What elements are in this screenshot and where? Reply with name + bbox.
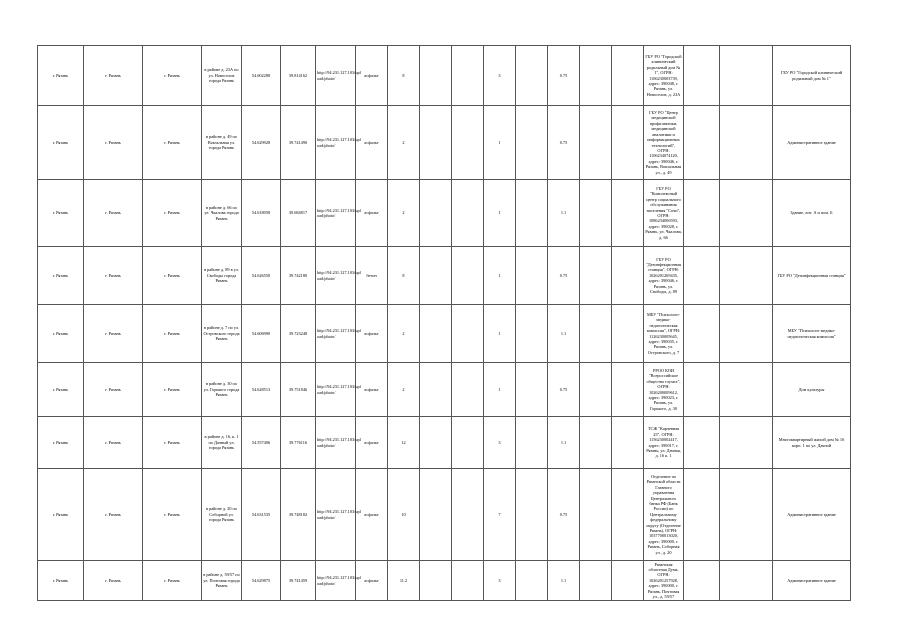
cell-empty [516, 469, 548, 561]
cell-empty [684, 106, 720, 180]
cell-region: г. Рязань [38, 180, 84, 247]
cell-waste-source: Здание, лит. А и пом. Б [773, 180, 851, 247]
cell-area: 8 [388, 247, 420, 305]
cell-district: г. Рязань [84, 46, 143, 106]
cell-region: г. Рязань [38, 417, 84, 469]
cell-surface: асфальт [356, 417, 388, 469]
cell-latitude: 54.606990 [242, 305, 281, 363]
cell-container-count: 7 [484, 469, 516, 561]
cell-city: г. Рязань [143, 106, 202, 180]
cell-empty [720, 305, 773, 363]
cell-empty [420, 106, 452, 180]
cell-waste-source: Дом культуры [773, 363, 851, 417]
cell-longitude: 39.751846 [281, 363, 316, 417]
table-row [38, 106, 851, 180]
cell-empty [420, 305, 452, 363]
cell-empty [452, 305, 484, 363]
table-row [38, 417, 851, 469]
cell-region: г. Рязань [38, 469, 84, 561]
cell-owner: ГБУ РО "Комплексный центр социального обслуживания населения "Сочи", ОГРН: 1086234006593, адрес: 390028, г. Рязань, ул. Чкалова, д. 66 [644, 180, 684, 247]
cell-empty [612, 180, 644, 247]
cell-empty [452, 180, 484, 247]
cell-empty [516, 561, 548, 601]
cell-address: в районе д. 30 по ул. Горького города Рязань [202, 363, 242, 417]
cell-empty [684, 247, 720, 305]
cell-empty [516, 180, 548, 247]
cell-area: 2 [388, 180, 420, 247]
cell-district: г. Рязань [84, 417, 143, 469]
cell-container-volume: 0.75 [548, 469, 580, 561]
cell-empty [580, 247, 612, 305]
cell-container-volume: 1.1 [548, 305, 580, 363]
cell-empty [420, 469, 452, 561]
cell-address: в районе д. 7 по ул. Островского города Рязань [202, 305, 242, 363]
table-row [38, 363, 851, 417]
cell-city: г. Рязань [143, 180, 202, 247]
cell-photo-url: http://94.231.127.103/upl oad/photo/ [316, 469, 356, 561]
cell-empty [452, 363, 484, 417]
cell-empty [420, 180, 452, 247]
cell-waste-source: Административное здание [773, 106, 851, 180]
cell-container-count: 1 [484, 363, 516, 417]
cell-waste-source: Административное здание [773, 561, 851, 601]
cell-empty [420, 247, 452, 305]
cell-longitude: 39.741490 [281, 106, 316, 180]
cell-empty [720, 363, 773, 417]
cell-latitude: 54.626550 [242, 247, 281, 305]
cell-owner: ГБУ РО "Городской клинический родильный дом № 1", ОГРН: 1106230003739, адрес: 390048, г. Рязань, ул. Новоселов, д. 23А [644, 46, 684, 106]
cell-owner: Рязанская областная Дума, ОГРН: 1026201257928, адрес: 390000, г. Рязань, Почтовая ул., д. 59/57 [644, 561, 684, 601]
data-table [37, 45, 851, 601]
cell-empty [720, 561, 773, 601]
cell-latitude: 54.602288 [242, 46, 281, 106]
cell-area: 8 [388, 46, 420, 106]
cell-empty [684, 469, 720, 561]
cell-empty [580, 305, 612, 363]
cell-region: г. Рязань [38, 363, 84, 417]
cell-district: г. Рязань [84, 363, 143, 417]
cell-container-count: 3 [484, 417, 516, 469]
cell-owner: РРОО КОИ "Всероссийское общество глухих", ОГРН: 1026200009612, адрес: 390023, г. Рязань, ул. Горького, д. 30 [644, 363, 684, 417]
table-row [38, 46, 851, 106]
cell-photo-url: http://94.231.127.103/upl oad/photo/ [316, 561, 356, 601]
cell-owner: Отделение по Рязанской области Главного управления Центрального банка РФ (Банк России) по Центральному федеральному округу (Отделение Рязань), ОГРН: 1037700013020, адрес: 390000, г. Рязань, Соборная ул., д. 20 [644, 469, 684, 561]
cell-empty [580, 180, 612, 247]
cell-container-volume: 1.1 [548, 417, 580, 469]
cell-empty [612, 106, 644, 180]
cell-waste-source: Административное здание [773, 469, 851, 561]
cell-empty [580, 469, 612, 561]
cell-photo-url: http://94.231.127.103/upl oad/photo/ [316, 363, 356, 417]
cell-empty [612, 561, 644, 601]
cell-surface: асфальт [356, 469, 388, 561]
cell-empty [612, 469, 644, 561]
cell-surface: асфальт [356, 363, 388, 417]
cell-waste-source: ГБУ РО "Городской клинический родильный дом № 1" [773, 46, 851, 106]
cell-region: г. Рязань [38, 247, 84, 305]
cell-latitude: 54.557406 [242, 417, 281, 469]
cell-region: г. Рязань [38, 106, 84, 180]
cell-container-count: 3 [484, 561, 516, 601]
cell-waste-source: Многоквартирный жилой дом № 16 корп. 1 по ул. Дачной [773, 417, 851, 469]
cell-surface: асфальт [356, 305, 388, 363]
cell-photo-url: http://94.231.127.103/upl oad/photo/ [316, 417, 356, 469]
cell-longitude: 39.776116 [281, 417, 316, 469]
cell-surface: асфальт [356, 561, 388, 601]
cell-address: в районе д. 89 в ул. Свободы города Рязань [202, 247, 242, 305]
cell-area: 2 [388, 305, 420, 363]
cell-photo-url: http://94.231.127.103/upl oad/photo/ [316, 180, 356, 247]
cell-container-volume: 0.75 [548, 106, 580, 180]
cell-longitude: 39.741459 [281, 561, 316, 601]
cell-latitude: 54.618058 [242, 180, 281, 247]
cell-empty [516, 106, 548, 180]
cell-container-count: 1 [484, 247, 516, 305]
cell-city: г. Рязань [143, 305, 202, 363]
cell-empty [580, 363, 612, 417]
cell-waste-source: МБУ "Психолого-медико-педагогическая комиссия" [773, 305, 851, 363]
cell-photo-url: http://94.231.127.103/upl oad/photo/ [316, 247, 356, 305]
cell-empty [612, 305, 644, 363]
cell-empty [720, 247, 773, 305]
cell-empty [452, 469, 484, 561]
cell-longitude: 39.684817 [281, 180, 316, 247]
cell-area: 2 [388, 363, 420, 417]
cell-empty [420, 46, 452, 106]
cell-address: в районе д. 16, к. 1 по Дачный ул. города Рязань [202, 417, 242, 469]
table-row [38, 247, 851, 305]
cell-empty [580, 106, 612, 180]
cell-address: в районе д. 20 по Соборной ул. города Рязань [202, 469, 242, 561]
cell-address: в районе д. 23А по ул. Новоселов города Рязань [202, 46, 242, 106]
cell-empty [516, 417, 548, 469]
cell-container-volume: 1.1 [548, 180, 580, 247]
cell-area: 2 [388, 106, 420, 180]
cell-empty [452, 561, 484, 601]
cell-empty [720, 106, 773, 180]
cell-empty [420, 363, 452, 417]
cell-area: 11.2 [388, 561, 420, 601]
cell-empty [684, 417, 720, 469]
cell-empty [420, 417, 452, 469]
cell-area: 12 [388, 417, 420, 469]
cell-photo-url: http://94.231.127.103/upl oad/photo/ [316, 305, 356, 363]
cell-owner: ГБУ РО "Центр медицинской профилактики, медицинской аналитики и информационных технологий", ОГРН: 1106234074120, адрес: 390046, г. Рязань, Вокзальная ул., д. 49 [644, 106, 684, 180]
cell-empty [684, 180, 720, 247]
cell-empty [516, 46, 548, 106]
table-row [38, 180, 851, 247]
cell-address: в районе д. 59/57 по ул. Почтовая города Рязань [202, 561, 242, 601]
cell-empty [720, 46, 773, 106]
cell-district: г. Рязань [84, 247, 143, 305]
cell-container-count: 1 [484, 106, 516, 180]
cell-empty [612, 46, 644, 106]
cell-photo-url: http://94.231.127.103/upl oad/photo/ [316, 106, 356, 180]
cell-empty [452, 247, 484, 305]
cell-longitude: 39.742180 [281, 247, 316, 305]
cell-city: г. Рязань [143, 417, 202, 469]
cell-district: г. Рязань [84, 469, 143, 561]
cell-district: г. Рязань [84, 106, 143, 180]
cell-city: г. Рязань [143, 247, 202, 305]
cell-surface: асфальт [356, 46, 388, 106]
cell-district: г. Рязань [84, 561, 143, 601]
cell-area: 10 [388, 469, 420, 561]
cell-latitude: 54.629928 [242, 106, 281, 180]
cell-empty [684, 46, 720, 106]
cell-container-count: 1 [484, 305, 516, 363]
cell-region: г. Рязань [38, 561, 84, 601]
cell-region: г. Рязань [38, 46, 84, 106]
cell-latitude: 54.631535 [242, 469, 281, 561]
cell-longitude: 39.748182 [281, 469, 316, 561]
cell-district: г. Рязань [84, 180, 143, 247]
cell-empty [580, 417, 612, 469]
cell-empty [612, 247, 644, 305]
cell-owner: ГБУ РО "Дезинфекционная станция", ОГРН: 1026201269435, адрес: 390046, г. Рязань, ул. Свободы, д. 89 [644, 247, 684, 305]
cell-empty [580, 561, 612, 601]
cell-city: г. Рязань [143, 469, 202, 561]
cell-empty [612, 417, 644, 469]
cell-longitude: 39.814162 [281, 46, 316, 106]
table-row [38, 305, 851, 363]
cell-empty [720, 469, 773, 561]
table-row [38, 469, 851, 561]
cell-empty [516, 363, 548, 417]
cell-container-volume: 0.75 [548, 363, 580, 417]
cell-photo-url: http://94.231.127.103/upl oad/photo/ [316, 46, 356, 106]
cell-empty [684, 363, 720, 417]
cell-city: г. Рязань [143, 561, 202, 601]
cell-empty [684, 305, 720, 363]
cell-surface: асфальт [356, 180, 388, 247]
cell-city: г. Рязань [143, 46, 202, 106]
cell-container-volume: 0.75 [548, 247, 580, 305]
cell-latitude: 54.628513 [242, 363, 281, 417]
cell-empty [420, 561, 452, 601]
cell-empty [580, 46, 612, 106]
cell-address: в районе д. 66 по ул. Чкалова города Рязань [202, 180, 242, 247]
cell-waste-source: ГБУ РО "Дезинфекционная станция" [773, 247, 851, 305]
cell-empty [452, 106, 484, 180]
cell-longitude: 39.723248 [281, 305, 316, 363]
cell-surface: бетон [356, 247, 388, 305]
cell-container-count: 3 [484, 46, 516, 106]
cell-owner: ТСЖ "Карчевная 25", ОГРН: 1156230002417, адрес: 390017, г. Рязань, ул. Дачная, д. 16 к. 1 [644, 417, 684, 469]
cell-empty [516, 305, 548, 363]
cell-empty [516, 247, 548, 305]
cell-owner: МБУ "Психолого-медико-педагогическая комиссия", ОГРН: 1126230005645, адрес: 390035, г. Рязань, ул. Островского, д. 7 [644, 305, 684, 363]
cell-city: г. Рязань [143, 363, 202, 417]
cell-region: г. Рязань [38, 305, 84, 363]
cell-district: г. Рязань [84, 305, 143, 363]
cell-latitude: 54.629875 [242, 561, 281, 601]
cell-empty [452, 417, 484, 469]
cell-empty [452, 46, 484, 106]
cell-empty [684, 561, 720, 601]
cell-surface: асфальт [356, 106, 388, 180]
cell-container-volume: 1.1 [548, 561, 580, 601]
cell-empty [612, 363, 644, 417]
cell-empty [720, 417, 773, 469]
table-row [38, 561, 851, 601]
cell-empty [720, 180, 773, 247]
cell-address: в районе д. 49 по Вокзальная ул. города Рязань [202, 106, 242, 180]
cell-container-volume: 0.75 [548, 46, 580, 106]
cell-container-count: 1 [484, 180, 516, 247]
